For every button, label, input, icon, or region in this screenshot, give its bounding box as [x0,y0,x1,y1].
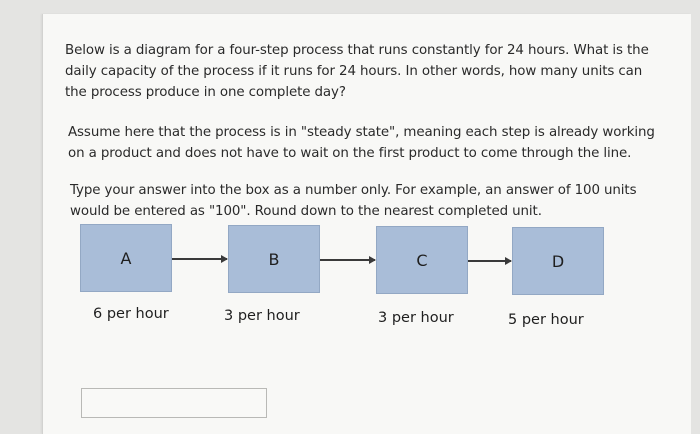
process-step-a-label: A [120,248,132,268]
process-step-b [228,225,320,293]
process-step-d [512,227,604,295]
arrow-right-icon [468,260,511,262]
arrow-right-icon [320,259,375,261]
question-paragraph-2: Assume here that the process is in "steady state", meaning each step is already working on a product and does not have to wait on the first product to come through the line. [68,125,655,161]
step-a-rate: 6 per hour [93,306,169,322]
question-paragraph-3: Type your answer into the box as a number only. For example, an answer of 100 units would be entered as "100". Round down to the nearest completed unit. [70,183,637,219]
arrow-right-icon [172,258,227,260]
process-step-a [80,224,172,292]
step-d-rate: 5 per hour [508,312,584,328]
step-b-rate: 3 per hour [224,308,300,324]
question-paragraph-1: Below is a diagram for a four-step process that runs constantly for 24 hours. What is the daily capacity of the process if it runs for 24 hours. In other words, how many units can the process produce in one complete day? [65,43,649,100]
process-step-d-label: D [551,251,565,271]
step-c-rate: 3 per hour [378,310,454,326]
process-step-c [376,226,468,294]
process-step-c-label: C [416,250,428,270]
question-card [42,14,691,434]
process-step-b-label: B [268,249,280,269]
answer-input[interactable] [81,388,267,418]
